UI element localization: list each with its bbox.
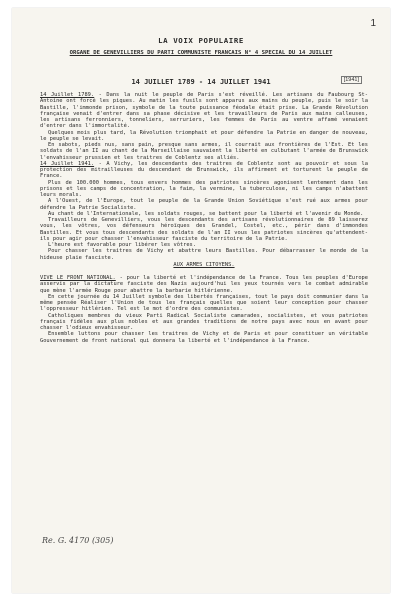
paragraph [40, 275, 368, 294]
paragraph-text: Plus de 100.000 hommes, tous envers hommes des patriotes sincères agonisent lentement dans les prisons et les camps de concentration, la faim, la vermine, la tuberculose, ni les camps n'abattent leurs morals. [40, 179, 368, 198]
paragraph-text: Travailleurs de Genevilliers, vous les descendants des artisans révolutionnaires de 89 laisserez vous, les vôtres, vos défenseurs héroïques des Grandel, Costel, etc., périr dans d'immondes Bastilles. Et vous tous descendants des soldats de l'an II vous les patriotes sincères qu'attendent-ils pour agir pour chasser l'envahisseur fasciste du territoire de la Patrie. [40, 217, 368, 242]
paragraph-text: - A Vichy, les descendants des traitres de Coblentz sont au pouvoir et sous la protection des mitrailleuses du descendant de Brunswick, ils affirment et torturent le peuple de France. [40, 160, 368, 180]
paragraph [40, 217, 368, 242]
paragraph-lead: VIVE LE FRONT NATIONAL. [40, 275, 116, 281]
document-page [12, 8, 390, 593]
section-two [40, 275, 368, 344]
document-body [40, 92, 368, 344]
section-one [40, 92, 368, 268]
organe-subtitle: ORGANE DE GENEVILLIERS DU PARTI COMMUNISTE FRANCAIS N° 4 SPECIAL DU 14 JUILLET [69, 50, 333, 56]
paragraph [40, 294, 368, 313]
paragraph-text: - Dans la nuit le peuple de Paris s'est réveillé. Les artisans du Faubourg St-Antoine ont forcé les piques. Au matin les fusils sont apparus aux mains du peuple, puis le soir la Bastille, l'immonde prison, symbole de la toute puissance féodale était prise. La Grande Révolution française venait d'entrer dans sa phase décisive et les travailleurs de Paris aux mains calleuses, les artisans ferronniers, tonneliers, serruriers, les femmes de Paris au ventre affamé venaient d'entrer dans l'immortalité. [40, 92, 368, 130]
paragraph [40, 142, 368, 161]
paragraph-lead: 14 Juillet 1941. [40, 160, 95, 167]
paragraph-text: En sabots, pieds nus, sans pain, presque sans armes, il courrait aux frontières de l'Est. Et les soldats de l'an II au chant de la Marseillaise sauvaient la liberté en culbutant l'armée de Brunswick l'envahisseur prussien et les traitres de Coblentz ses alliés. [40, 142, 368, 161]
paragraph [40, 92, 368, 130]
paragraph-text: A l'Ouest, de l'Europe, tout le peuple de la Grande Union Soviétique s'est rué aux armes pour défendre la Patrie Socialiste. [40, 198, 368, 211]
paragraph-text: Catholiques membres du vieux Parti Radical Socialiste camarades, socialistes, et vous patriotes français fidèles aux plus nobles et aux grandes traditions de notre pays avec nous en avant pour chasser l'odieux envahisseur. [40, 312, 368, 331]
archive-reference: [1941] [341, 76, 362, 84]
paragraph-text: En cette journée du 14 Juillet symbole des libertés françaises, tout le pays doit communier dans la même pensée Réaliser l'Union de tous les français quelles que soient leur conception pour chasser l'oppresseur hitlérien. Tel est le mot d'ordre des communistes. [40, 293, 368, 313]
paragraph-lead: 14 Juillet 1789. [40, 92, 95, 98]
paragraph-text: L'heure est favorable pour libérer les vôtres. [48, 242, 196, 248]
paragraph [40, 198, 368, 211]
paragraph-text: Au chant de l'Internationale, les soldats rouges, se battent pour la liberté et l'avenir du Monde. [48, 210, 364, 217]
paragraph-text: Ensemble luttons pour chasser les traitres de Vichy et de Paris et pour constituer un véritable Gouvernement de front national qui donnera la liberté et l'indépendance à la France. [40, 331, 368, 344]
paragraph [40, 161, 368, 180]
paragraph-text: Pour chasser les traitres de Vichy et abattre leurs Bastilles. Pour débarrasser le monde de la hideuse plaie fasciste. [40, 248, 368, 261]
paragraph [40, 130, 368, 143]
paragraph [40, 248, 368, 261]
paragraph [40, 331, 368, 344]
closing-line: AUX ARMES CITOYENS. [173, 261, 235, 268]
masthead-title: LA VOIX POPULAIRE [158, 36, 244, 45]
dateline: 14 JUILLET 1789 - 14 JUILLET 1941 [131, 78, 271, 86]
paragraph [40, 313, 368, 332]
page-number: 1 [370, 18, 376, 29]
paragraph-text: Quelques mois plus tard, la Révolution triomphait et pour défendre la Patrie en danger de nouveau, le peuple se levait. [40, 129, 368, 142]
handwritten-note: Re. G. 4170 (305) [42, 536, 114, 545]
paragraph-text: - pour la liberté et l'indépendance de la France. Tous les peuples d'Europe asservis par la dictature fasciste des Nazis aujourd'hui les yeux tournés vers le combat admirable que mène l'armée Rouge pour abattre la barbarie hitlérienne. [40, 275, 368, 294]
paragraph [40, 180, 368, 199]
section-separator [40, 268, 368, 275]
